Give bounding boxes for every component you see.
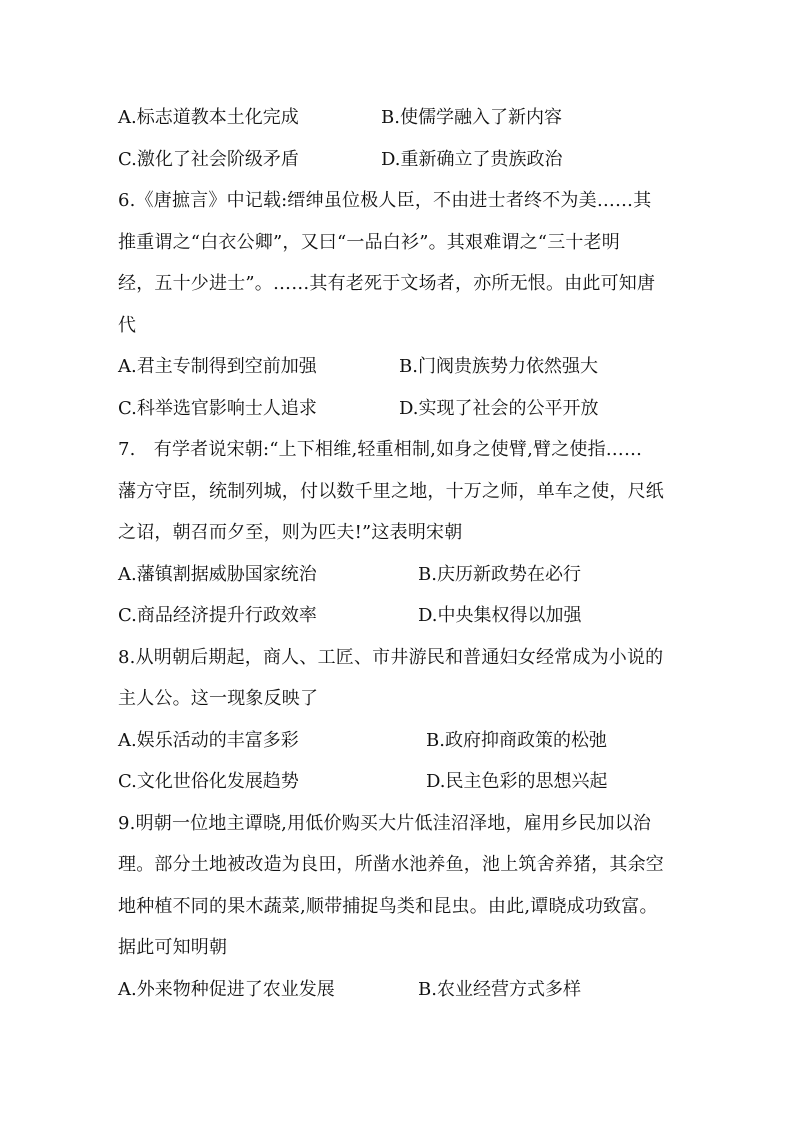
q7-stem-line-1: 7. 有学者说宋朝:“上下相维,轻重相制,如身之使臂,臂之使指…… xyxy=(118,439,643,460)
q6-option-b: B.门阀贵族势力依然强大 xyxy=(399,356,598,377)
q7-option-c: C.商品经济提升行政效率 xyxy=(118,605,317,626)
exam-page xyxy=(118,104,688,1017)
q8-option-a: A.娱乐活动的丰富多彩 xyxy=(118,729,299,751)
q5-option-b: B.使儒学融入了新内容 xyxy=(381,107,562,128)
q5-options-row-1 xyxy=(118,104,688,146)
q6-options-row-1 xyxy=(118,353,688,395)
q8-option-b: B.政府抑商政策的松弛 xyxy=(426,729,607,751)
q9-stem-line-4: 据此可知明朝 xyxy=(118,937,228,958)
q7-options-row-1 xyxy=(118,561,688,603)
q9-stem-line-3: 地种植不同的果木蔬菜,顺带捕捉鸟类和昆虫。由此,谭晓成功致富。 xyxy=(118,895,658,917)
q6-option-c: C.科举选官影响士人追求 xyxy=(118,397,317,419)
q6-stem-line-4: 代 xyxy=(118,314,137,336)
q9-option-b: B.农业经营方式多样 xyxy=(418,978,581,1000)
q5-option-d: D.重新确立了贵族政治 xyxy=(381,148,563,170)
q6-options-row-2 xyxy=(118,395,688,437)
q5-option-a: A.标志道教本土化完成 xyxy=(118,107,299,128)
q7-stem-line-3: 之诏，朝召而夕至，则为匹夫!”这表明宋朝 xyxy=(118,522,463,543)
q9-options-row-1 xyxy=(118,976,688,1018)
q6-stem-line-2: 推重谓之“白衣公卿”，又曰“一品白衫”。其艰难谓之“三十老明 xyxy=(118,231,621,253)
q5-options-row-2 xyxy=(118,146,688,188)
q9-stem-line-2: 理。部分土地被改造为良田，所凿水池养鱼，池上筑舍养猪，其余空 xyxy=(118,854,664,875)
q7-options-row-2 xyxy=(118,602,688,644)
q8-option-c: C.文化世俗化发展趋势 xyxy=(118,771,299,792)
q7-option-d: D.中央集权得以加强 xyxy=(418,605,582,626)
q8-option-d: D.民主色彩的思想兴起 xyxy=(426,771,608,792)
q7-option-b: B.庆历新政势在必行 xyxy=(418,563,581,585)
q5-option-c: C.激化了社会阶级矛盾 xyxy=(118,148,299,170)
q6-option-a: A.君主专制得到空前加强 xyxy=(118,356,317,377)
q6-stem-line-1: 6.《唐摭言》中记载:缙绅虽位极人臣，不由进士者终不为美……其 xyxy=(118,190,652,211)
q8-options-row-2 xyxy=(118,768,688,810)
q9-option-a: A.外来物种促进了农业发展 xyxy=(118,978,335,1000)
q8-stem-line-2: 主人公。这一现象反映了 xyxy=(118,688,319,709)
q8-stem-line-1: 8.从明朝后期起，商人、工匠、市井游民和普通妇女经常成为小说的 xyxy=(118,646,664,668)
q6-option-d: D.实现了社会的公平开放 xyxy=(399,397,599,419)
q8-options-row-1 xyxy=(118,727,688,769)
q6-stem-line-3: 经，五十少进士”。……其有老死于文场者，亦所无恨。由此可知唐 xyxy=(118,273,656,294)
q9-stem-line-1: 9.明朝一位地主谭晓,用低价购买大片低洼沼泽地，雇用乡民加以治 xyxy=(118,812,652,834)
q7-stem-line-2: 藩方守臣，统制列城，付以数千里之地，十万之师，单车之使，尺纸 xyxy=(118,480,664,502)
q7-option-a: A.藩镇割据威胁国家统治 xyxy=(118,563,317,585)
